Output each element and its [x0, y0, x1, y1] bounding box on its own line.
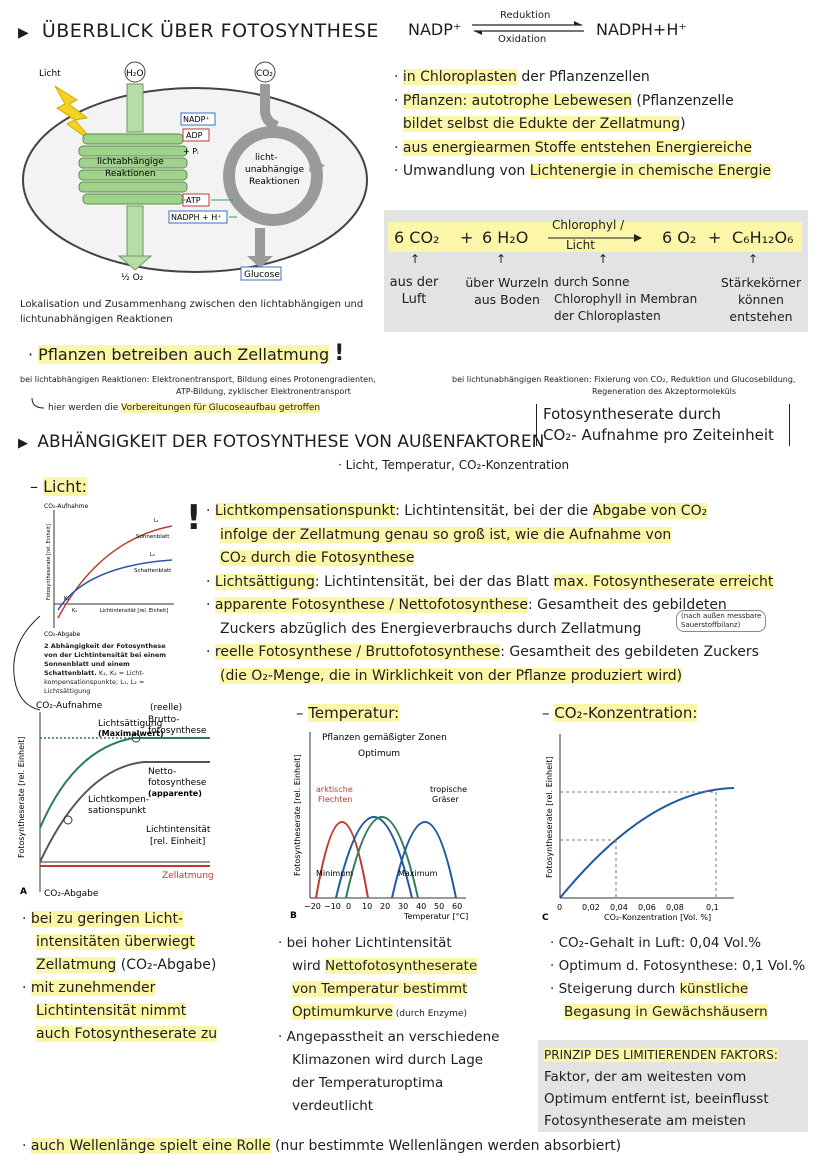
light-definitions [206, 500, 816, 688]
light-note: auch Fotosyntheserate zu [36, 1026, 218, 1042]
tick-label: −10 [324, 902, 341, 911]
def-compensation-2: infolge der Zellatmung genau so groß ist, wie die Aufnahme von [220, 526, 672, 543]
chartA-letter: A [20, 887, 27, 897]
chartC-xlabel: CO₂-Konzentration [Vol. %] [604, 913, 712, 922]
def-gross-2: (die O₂-Menge, die in Wirklichkeit von der Pflanze produziert wird) [220, 667, 683, 684]
limiting-factor-line: Fotosyntheserate am meisten [544, 1113, 746, 1129]
eq-note-h2o: über Wurzeln aus Boden [465, 275, 549, 307]
diagram-atp: ATP [186, 196, 201, 205]
def-net-2: Zuckers abzüglich des Energieverbrauchs durch Zellatmung [220, 620, 642, 637]
nadp-right: NADPH+H⁺ [596, 20, 687, 39]
small-k2: K₂ [72, 608, 78, 614]
small-k1: K₁ [64, 596, 70, 602]
section1-title: ÜBERBLICK ÜBER FOTOSYNTHESE [41, 20, 379, 42]
limiting-factor-box [538, 1040, 808, 1132]
up-arrow-icon: ↑ [410, 252, 421, 266]
def-compensation: · Lichtkompensationspunkt: Lichtintensität, bei der die Abgabe von CO₂ [206, 503, 708, 519]
temp-notes [278, 932, 528, 1118]
chartB-title: Pflanzen gemäßigter Zonen [322, 733, 447, 743]
photosynthesis-equation-box [384, 210, 808, 332]
eq-plus-2: + [708, 228, 722, 247]
tropic-curve [392, 822, 456, 898]
overview-bullet: bildet selbst die Edukte der Zellatmung) [402, 116, 686, 132]
small-xlabel: Lichtintensität [rel. Einheit] [100, 608, 169, 614]
chartB-letter: B [290, 911, 297, 921]
wavelength-note: · auch Wellenlänge spielt eine Rolle (nur bestimmte Wellenlängen werden absorbiert) [22, 1138, 622, 1154]
factors-list: · Licht, Temperatur, CO₂-Konzentration [338, 458, 570, 472]
overview-bullet: · Pflanzen: autotrophe Lebewesen (Pflanzenzelle [394, 92, 734, 109]
temperate-curve-2 [346, 817, 418, 898]
arctic-curve [316, 822, 368, 898]
chartB-ticks [304, 902, 462, 911]
respiration-line: · Pflanzen betreiben auch Zellatmung ! [28, 341, 345, 366]
chartC-axis: Fotosyntheserate [rel. Einheit] [545, 756, 554, 878]
light-note: Zellatmung (CO₂-Abgabe) [36, 957, 217, 973]
triangle-bullet-icon: ▶ [18, 25, 30, 41]
up-arrow-icon: ↑ [496, 252, 507, 266]
temp-note: · Angepasstheit an verschiedene [278, 1029, 500, 1045]
def-saturation: · Lichtsättigung: Lichtintensität, bei der das Blatt max. Fotosyntheserate erreicht [206, 573, 774, 590]
diagram-o2: ½ O₂ [121, 273, 144, 283]
temp-note: Optimumkurve (durch Enzyme) [292, 1004, 467, 1020]
def-net: · apparente Fotosynthese / Nettofotosynthese: Gesamtheit des gebildeten [206, 597, 727, 613]
tick-label: 0,1 [706, 903, 719, 912]
limiting-factor-title: PRINZIP DES LIMITIERENDEN FAKTORS: [544, 1048, 778, 1062]
co2-note: · Optimum d. Fotosynthese: 0,1 Vol.% [550, 958, 806, 974]
small-l2: L₂ [150, 552, 155, 558]
diagram-nadph: NADPH + H⁺ [171, 213, 222, 222]
sun-shade-chart [40, 500, 180, 640]
temp-note: verdeutlicht [292, 1098, 374, 1114]
sun-shade-caption: 2 Abhängigkeit der Fotosynthese von der Lichtintensität bei einem Sonnenblatt und einem Schattenblatt. K₁, K₂ = Licht-kompensationspunkte; L₁, L₂ = Lichtsättigung [44, 642, 167, 695]
chartB-tropic-2: Gräser [432, 795, 459, 804]
light-note: · mit zunehmender [22, 980, 156, 996]
light-notes [22, 908, 262, 1046]
up-arrow-icon: ↑ [748, 252, 759, 266]
tick-label: 0 [346, 902, 352, 911]
eq-note-glucose: Stärkekörner können entstehen [720, 275, 802, 324]
diagram-lightdep-2: Reaktionen [105, 169, 156, 179]
chartA-saturation: Lichtsättigung [98, 719, 163, 729]
diagram-co2: CO₂ [256, 69, 273, 79]
light-dependent-note: hier werden die Vorbereitungen für Glucoseaufbau getroffen [48, 403, 321, 413]
small-shade: Schattenblatt [134, 568, 172, 574]
tick-label: 50 [434, 902, 445, 911]
tick-label: 0,02 [582, 903, 600, 912]
diagram-lightind-2: unabhängige [245, 165, 305, 175]
net-note: (nach außen messbare Sauerstoffbilanz) [676, 610, 766, 632]
diagram-lightdep-1: lichtabhängige [97, 157, 164, 167]
light-dependent-summary: bei lichtabhängigen Reaktionen: Elektronentransport, Bildung eines Protonengradienten, ATP-Bildung, zyklischer Elektronentransport [20, 375, 376, 396]
chartA-apparente: (apparente) [148, 789, 202, 798]
eq-arrow-top: Chlorophyl / [552, 218, 625, 232]
chartC-ticks [557, 903, 719, 912]
chartA-xlabel-1: Lichtintensität [146, 825, 211, 835]
chartB-maximum: Maximum [398, 869, 438, 878]
light-note: Lichtintensität nimmt [36, 1003, 187, 1019]
chartA-y-bottom: CO₂-Abgabe [44, 889, 99, 898]
chartA-reelle: (reelle) [150, 703, 183, 713]
temp-note: wird Nettofotosyntheserate [292, 958, 478, 974]
chartB-arctic-2: Flechten [318, 795, 353, 804]
diagram-glucose: Glucose [244, 270, 280, 280]
diagram-licht: Licht [39, 69, 61, 79]
nadp-reduction: Reduktion [500, 10, 551, 21]
light-note: intensitäten überwiegt [36, 934, 195, 950]
tick-label: 60 [452, 902, 463, 911]
chloroplast-diagram [15, 60, 375, 290]
reaction-arrow-icon [548, 234, 644, 242]
chartB-minimum: Minimum [316, 869, 354, 878]
diagram-lightind-3: Reaktionen [249, 177, 300, 187]
co2-heading: – CO₂-Konzentration: [542, 704, 698, 722]
triangle-bullet-icon: ▶ [18, 436, 28, 451]
co2-chart [538, 730, 738, 922]
nadp-oxidation: Oxidation [498, 34, 547, 45]
eq-note-co2: aus der Luft [389, 275, 439, 307]
chartA-brutto-2: fotosynthese [148, 726, 207, 736]
tick-label: 0,08 [666, 903, 684, 912]
nadp-equation [408, 10, 698, 50]
eq-h2o: 6 H₂O [482, 228, 529, 247]
chartA-y-top: CO₂-Aufnahme [36, 701, 103, 711]
temp-note: der Temperaturoptima [292, 1075, 444, 1091]
light-note: · bei zu geringen Licht- [22, 911, 184, 927]
chartA-netto-2: fotosynthese [148, 778, 207, 788]
tick-label: −20 [304, 902, 321, 911]
chartB-optimum: Optimum [358, 749, 401, 759]
diagram-nadp: NADP⁺ [183, 115, 210, 124]
tick-label: 0,06 [638, 903, 656, 912]
eq-glucose: C₆H₁₂O₆ [732, 228, 794, 247]
chartA-netto-1: Netto- [148, 767, 177, 777]
diagram-caption: Lokalisation und Zusammenhang zwischen den lichtabhängigen und lichtunabhängigen Reaktionen [20, 299, 364, 325]
co2-note: · Steigerung durch künstliche [550, 981, 749, 997]
co2-note: · CO₂-Gehalt in Luft: 0,04 Vol.% [550, 935, 762, 951]
tick-label: 0 [557, 903, 563, 912]
temp-note: Klimazonen wird durch Lage [292, 1052, 484, 1068]
temp-heading: – Temperatur: [296, 704, 400, 722]
eq-co2: 6 CO₂ [394, 228, 440, 247]
section2-title: ABHÄNGIGKEIT DER FOTOSYNTHESE VON AUßENFAKTOREN [37, 432, 545, 452]
tick-label: 30 [398, 902, 409, 911]
def-gross: · reelle Fotosynthese / Bruttofotosynthese: Gesamtheit des gebildeten Zuckers [206, 644, 759, 660]
temp-note: von Temperatur bestimmt [292, 981, 468, 997]
rate-definition-box: Fotosyntheserate durch CO₂- Aufnahme pro Zeiteinheit [536, 404, 790, 446]
diagram-lightind-1: licht- [255, 153, 278, 163]
small-y-bottom: CO₂-Abgabe [44, 631, 81, 638]
chartA-komp-2: sationspunkt [88, 806, 146, 816]
overview-bullet: · Umwandlung von Lichtenergie in chemische Energie [394, 163, 772, 179]
eq-plus-1: + [460, 228, 474, 247]
diagram-pi: + Pᵢ [183, 147, 199, 156]
chartB-axis: Fotosyntheserate [rel. Einheit] [293, 754, 302, 876]
co2-notes [550, 932, 820, 1024]
co2-curve [560, 788, 734, 898]
small-sun: Sonnenblatt [136, 534, 170, 540]
up-arrow-icon: ↑ [598, 252, 609, 266]
chartC-letter: C [542, 913, 549, 922]
temp-note: · bei hoher Lichtintensität [278, 935, 452, 951]
section1-title-row [18, 20, 379, 42]
temperate-curve [336, 817, 412, 898]
definitions-exclaim: ! [186, 498, 202, 538]
def-compensation-3: CO₂ durch die Fotosynthese [220, 550, 415, 566]
section2-title-row [18, 432, 544, 452]
small-y-top: CO₂-Aufnahme [44, 503, 89, 510]
chartA-brutto-1: Brutto- [148, 715, 180, 725]
chartA-axis: Fotosyntheserate [rel. Einheit] [17, 736, 26, 858]
co2-note: Begasung in Gewächshäusern [564, 1004, 768, 1020]
eq-o2: 6 O₂ [662, 228, 697, 247]
tick-label: 20 [380, 902, 391, 911]
licht-heading: – Licht: [30, 477, 88, 496]
limiting-factor-line: Faktor, der am weitesten vom [544, 1069, 747, 1085]
diagram-adp: ADP [186, 131, 203, 140]
hook-arrow-icon [28, 398, 48, 414]
chartB-xlabel: Temperatur [°C] [404, 912, 469, 921]
nadp-left: NADP⁺ [408, 20, 462, 39]
tick-label: 0,04 [610, 903, 628, 912]
eq-note-light: durch Sonne Chlorophyll in Membran der Chloroplasten [554, 275, 698, 323]
tick-label: 10 [362, 902, 373, 911]
chartB-tropic-1: tropische [430, 785, 468, 794]
tick-label: 40 [416, 902, 427, 911]
diagram-h2o: H₂O [126, 69, 144, 79]
light-intensity-chart [14, 698, 214, 898]
temperature-chart [286, 726, 482, 922]
overview-bullet: · in Chloroplasten der Pflanzenzellen [394, 69, 650, 85]
overview-bullet: · aus energiearmen Stoffe entstehen Energiereiche [394, 139, 752, 156]
chartA-xlabel-2: [rel. Einheit] [150, 837, 206, 847]
chartA-max: (Maximalwert) [98, 729, 164, 738]
chartA-zellatmung: Zellatmung [162, 871, 214, 881]
eq-arrow-bottom: Licht [566, 238, 595, 252]
small-l1: L₁ [154, 518, 159, 524]
small-axis: Fotosyntheserate [rel. Einheit] [46, 524, 52, 600]
limiting-factor-line: Optimum entfernt ist, beeinflusst [544, 1091, 769, 1107]
chartA-komp-1: Lichtkompen- [88, 795, 150, 805]
light-independent-summary: bei lichtunabhängigen Reaktionen: Fixierung von CO₂, Reduktion und Glucosebildung, Regeneration des Akzeptormoleküls [452, 375, 796, 396]
overview-bullets [394, 66, 771, 184]
chartB-arctic-1: arktische [316, 785, 353, 794]
